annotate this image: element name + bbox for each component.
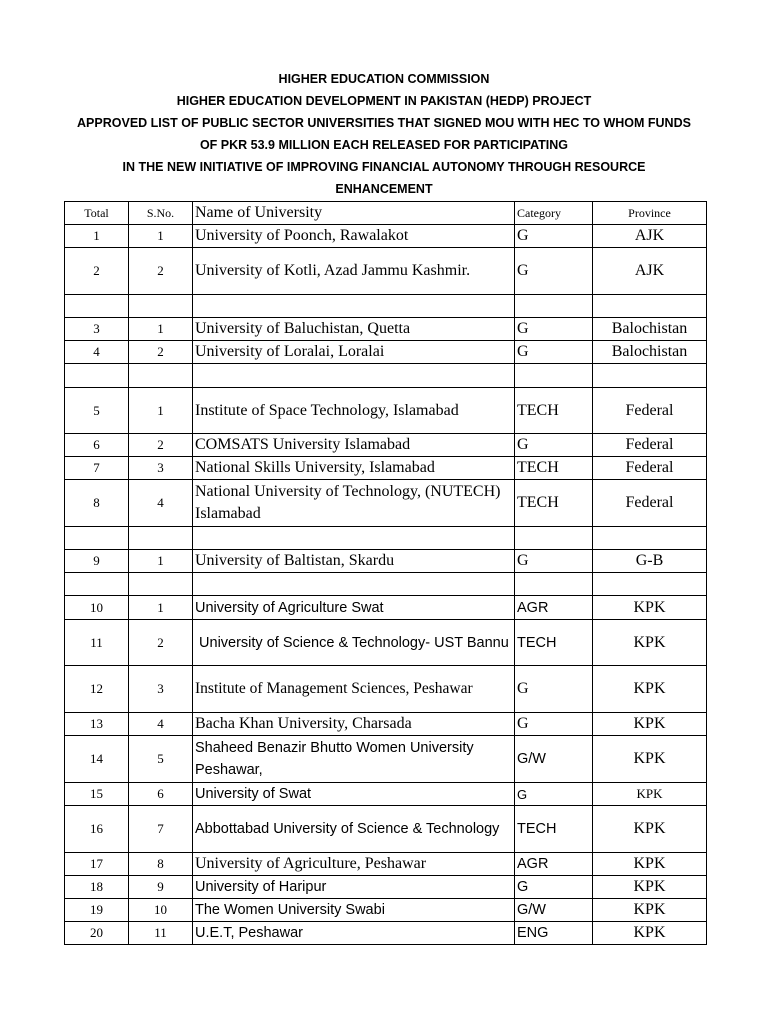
table-row xyxy=(65,853,707,876)
table-row xyxy=(65,225,707,248)
cell-sno: 10 xyxy=(129,899,193,922)
column-header-province: Province xyxy=(593,202,707,225)
table-row xyxy=(65,876,707,899)
table-row-spacer xyxy=(65,527,707,550)
cell-province: KPK xyxy=(593,853,707,876)
cell-university-name: University of Haripur xyxy=(193,876,515,899)
table-row xyxy=(65,736,707,783)
cell-university-name: University of Baltistan, Skardu xyxy=(193,550,515,573)
table-row xyxy=(65,806,707,853)
cell-category: TECH xyxy=(515,388,593,434)
cell-province: KPK xyxy=(593,713,707,736)
cell-university-name: University of Loralai, Loralai xyxy=(193,341,515,364)
cell-category: G xyxy=(515,666,593,713)
cell-university-name: University of Baluchistan, Quetta xyxy=(193,318,515,341)
cell-category: TECH xyxy=(515,620,593,666)
cell-category: G xyxy=(515,434,593,457)
table-row xyxy=(65,388,707,434)
cell-province: KPK xyxy=(593,922,707,945)
cell-total: 7 xyxy=(65,457,129,480)
cell-sno xyxy=(129,527,193,550)
cell-province: KPK xyxy=(593,783,707,806)
cell-sno: 2 xyxy=(129,620,193,666)
cell-sno: 3 xyxy=(129,666,193,713)
cell-university-name: COMSATS University Islamabad xyxy=(193,434,515,457)
cell-sno: 2 xyxy=(129,434,193,457)
table-row-spacer xyxy=(65,573,707,596)
table-row xyxy=(65,248,707,295)
cell-sno: 1 xyxy=(129,550,193,573)
column-header-sno: S.No. xyxy=(129,202,193,225)
cell-province: AJK xyxy=(593,225,707,248)
cell-category: G xyxy=(515,225,593,248)
cell-province: Federal xyxy=(593,457,707,480)
table-row xyxy=(65,922,707,945)
column-header-total: Total xyxy=(65,202,129,225)
cell-university-name: University of Swat xyxy=(193,783,515,806)
cell-province: KPK xyxy=(593,876,707,899)
table-row xyxy=(65,434,707,457)
cell-province: Federal xyxy=(593,388,707,434)
cell-total: 6 xyxy=(65,434,129,457)
cell-university-name: Shaheed Benazir Bhutto Women University Peshawar, xyxy=(193,736,515,783)
cell-category: G xyxy=(515,783,593,806)
cell-total: 12 xyxy=(65,666,129,713)
cell-total: 16 xyxy=(65,806,129,853)
cell-sno: 11 xyxy=(129,922,193,945)
cell-province: G-B xyxy=(593,550,707,573)
cell-province: Balochistan xyxy=(593,341,707,364)
cell-category: G xyxy=(515,550,593,573)
cell-province xyxy=(593,364,707,388)
cell-province: KPK xyxy=(593,736,707,783)
cell-university-name xyxy=(193,295,515,318)
table-row xyxy=(65,596,707,620)
cell-category: G/W xyxy=(515,736,593,783)
cell-university-name: University of Science & Technology- UST Bannu xyxy=(193,620,515,666)
cell-category: TECH xyxy=(515,457,593,480)
cell-university-name: U.E.T, Peshawar xyxy=(193,922,515,945)
cell-total: 1 xyxy=(65,225,129,248)
cell-category: G xyxy=(515,248,593,295)
cell-university-name xyxy=(193,364,515,388)
table-row xyxy=(65,783,707,806)
cell-sno: 3 xyxy=(129,457,193,480)
cell-category: ENG xyxy=(515,922,593,945)
cell-sno xyxy=(129,295,193,318)
cell-total: 10 xyxy=(65,596,129,620)
cell-province xyxy=(593,295,707,318)
cell-total xyxy=(65,573,129,596)
cell-sno xyxy=(129,364,193,388)
cell-university-name: University of Agriculture Swat xyxy=(193,596,515,620)
cell-category xyxy=(515,573,593,596)
table-row xyxy=(65,899,707,922)
cell-sno xyxy=(129,573,193,596)
cell-sno: 1 xyxy=(129,596,193,620)
cell-university-name xyxy=(193,527,515,550)
table-row xyxy=(65,480,707,527)
cell-sno: 8 xyxy=(129,853,193,876)
cell-total xyxy=(65,295,129,318)
cell-total: 3 xyxy=(65,318,129,341)
cell-total: 15 xyxy=(65,783,129,806)
document-header xyxy=(0,68,768,200)
cell-sno: 2 xyxy=(129,248,193,295)
cell-province: KPK xyxy=(593,899,707,922)
cell-sno: 4 xyxy=(129,713,193,736)
cell-province: KPK xyxy=(593,596,707,620)
header-subtitle-line-1: APPROVED LIST OF PUBLIC SECTOR UNIVERSITIES THAT SIGNED MOU WITH HEC TO WHOM FUNDS xyxy=(77,116,691,130)
cell-sno: 9 xyxy=(129,876,193,899)
cell-category: AGR xyxy=(515,853,593,876)
cell-category: G xyxy=(515,876,593,899)
cell-category: TECH xyxy=(515,480,593,527)
table-row xyxy=(65,318,707,341)
cell-province: KPK xyxy=(593,806,707,853)
table-row-spacer xyxy=(65,295,707,318)
cell-province: KPK xyxy=(593,666,707,713)
column-header-category: Category xyxy=(515,202,593,225)
cell-category: TECH xyxy=(515,806,593,853)
cell-province: Federal xyxy=(593,434,707,457)
cell-university-name: National University of Technology, (NUTECH) Islamabad xyxy=(193,480,515,527)
cell-total: 18 xyxy=(65,876,129,899)
cell-sno: 1 xyxy=(129,225,193,248)
table-row xyxy=(65,713,707,736)
cell-category: G/W xyxy=(515,899,593,922)
header-subtitle-line-3: IN THE NEW INITIATIVE OF IMPROVING FINANCIAL AUTONOMY THROUGH RESOURCE xyxy=(122,160,646,174)
cell-sno: 1 xyxy=(129,318,193,341)
cell-category xyxy=(515,527,593,550)
cell-total: 19 xyxy=(65,899,129,922)
cell-sno: 6 xyxy=(129,783,193,806)
cell-total: 5 xyxy=(65,388,129,434)
cell-university-name: The Women University Swabi xyxy=(193,899,515,922)
table-row xyxy=(65,666,707,713)
cell-total: 20 xyxy=(65,922,129,945)
cell-category xyxy=(515,295,593,318)
cell-university-name: University of Poonch, Rawalakot xyxy=(193,225,515,248)
header-subtitle-line-4: ENHANCEMENT xyxy=(335,182,433,196)
cell-category: G xyxy=(515,318,593,341)
cell-category: AGR xyxy=(515,596,593,620)
cell-category: G xyxy=(515,713,593,736)
header-title: HIGHER EDUCATION COMMISSION xyxy=(278,72,490,86)
cell-total: 11 xyxy=(65,620,129,666)
table-header-row xyxy=(65,202,707,225)
cell-university-name: University of Agriculture, Peshawar xyxy=(193,853,515,876)
cell-university-name: University of Kotli, Azad Jammu Kashmir. xyxy=(193,248,515,295)
cell-province xyxy=(593,573,707,596)
header-project: HIGHER EDUCATION DEVELOPMENT IN PAKISTAN (HEDP) PROJECT xyxy=(176,94,592,108)
cell-province: AJK xyxy=(593,248,707,295)
cell-province xyxy=(593,527,707,550)
cell-university-name: Institute of Space Technology, Islamabad xyxy=(193,388,515,434)
table-row xyxy=(65,550,707,573)
cell-university-name xyxy=(193,573,515,596)
cell-university-name: Abbottabad University of Science & Technology xyxy=(193,806,515,853)
cell-province: Balochistan xyxy=(593,318,707,341)
cell-sno: 5 xyxy=(129,736,193,783)
cell-sno: 4 xyxy=(129,480,193,527)
header-subtitle-line-2: OF PKR 53.9 MILLION EACH RELEASED FOR PARTICIPATING xyxy=(199,138,569,152)
table-row xyxy=(65,620,707,666)
column-header-name: Name of University xyxy=(193,202,515,225)
cell-province: KPK xyxy=(593,620,707,666)
cell-total xyxy=(65,364,129,388)
cell-university-name: Institute of Management Sciences, Peshawar xyxy=(193,666,515,713)
table-row-spacer xyxy=(65,364,707,388)
cell-category xyxy=(515,364,593,388)
cell-total: 14 xyxy=(65,736,129,783)
cell-university-name: National Skills University, Islamabad xyxy=(193,457,515,480)
universities-table xyxy=(64,201,707,945)
cell-province: Federal xyxy=(593,480,707,527)
cell-total: 17 xyxy=(65,853,129,876)
cell-total: 2 xyxy=(65,248,129,295)
cell-sno: 1 xyxy=(129,388,193,434)
cell-total: 13 xyxy=(65,713,129,736)
cell-sno: 7 xyxy=(129,806,193,853)
cell-category: G xyxy=(515,341,593,364)
cell-sno: 2 xyxy=(129,341,193,364)
cell-total: 9 xyxy=(65,550,129,573)
cell-total: 4 xyxy=(65,341,129,364)
cell-total xyxy=(65,527,129,550)
table-row xyxy=(65,457,707,480)
cell-university-name: Bacha Khan University, Charsada xyxy=(193,713,515,736)
table-row xyxy=(65,341,707,364)
cell-total: 8 xyxy=(65,480,129,527)
